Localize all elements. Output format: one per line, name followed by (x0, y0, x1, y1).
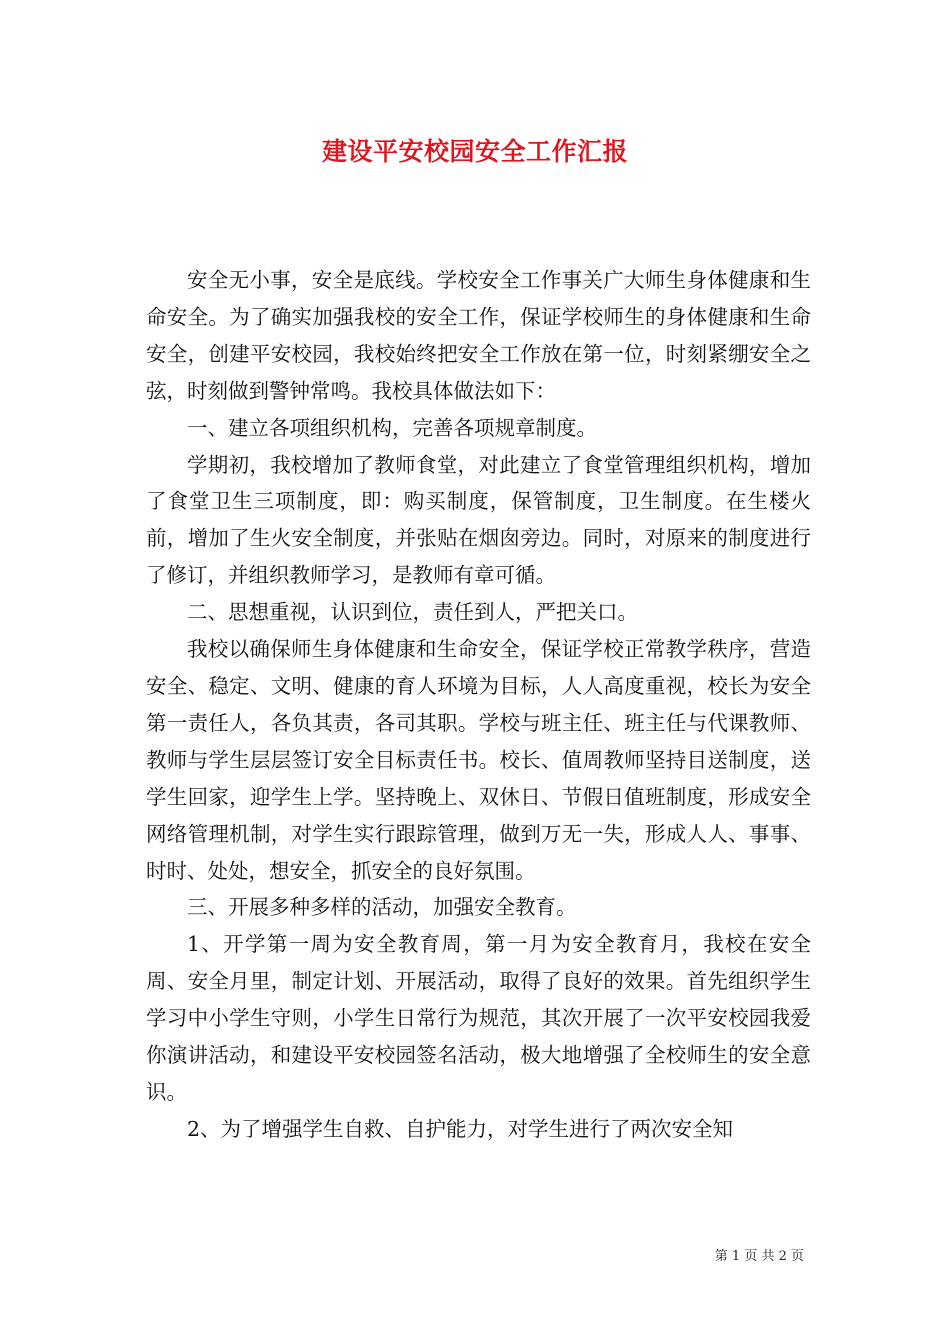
paragraph-item-1: 1、开学第一周为安全教育周，第一月为安全教育月，我校在安全周、安全月里，制定计划、开展活动，取得了良好的效果。首先组织学生学习中小学生守则，小学生日常行为规范，其次开展了一次平安校园我爱你演讲活动，和建设平安校园签名活动，极大地增强了全校师生的安全意识。 (146, 932, 811, 1104)
paragraph-section-2: 我校以确保师生身体健康和生命安全，保证学校正常教学秩序，营造安全、稳定、文明、健康的育人环境为目标，人人高度重视，校长为安全第一责任人，各负其责，各司其职。学校与班主任、班主任与代课教师、教师与学生层层签订安全目标责任书。校长、值周教师坚持目送制度，送学生回家，迎学生上学。坚持晚上、双休日、节假日值班制度，形成安全网络管理机制，对学生实行跟踪管理，做到万无一失，形成人人、事事、时时、处处，想安全，抓安全的良好氛围。 (146, 637, 811, 883)
paragraph-section-1: 学期初，我校增加了教师食堂，对此建立了食堂管理组织机构，增加了食堂卫生三项制度，即：购买制度，保管制度，卫生制度。在生楼火前，增加了生火安全制度，并张贴在烟囱旁边。同时，对原来的制度进行了修订，并组织教师学习，是教师有章可循。 (146, 452, 811, 588)
document-title: 建设平安校园安全工作汇报 (321, 137, 628, 166)
document-body (146, 262, 811, 1148)
page-number-footer: 第 1 页 共 2 页 (714, 1249, 804, 1264)
section-heading-1: 一、建立各项组织机构，完善各项规章制度。 (187, 415, 597, 440)
section-heading-2: 二、思想重视，认识到位，责任到人，严把关口。 (187, 600, 638, 625)
section-heading-3: 三、开展多种多样的活动，加强安全教育。 (187, 895, 577, 920)
paragraph-item-2: 2、为了增强学生自救、自护能力，对学生进行了两次安全知 (187, 1116, 734, 1141)
paragraph-intro: 安全无小事，安全是底线。学校安全工作事关广大师生身体健康和生命安全。为了确实加强我校的安全工作，保证学校师生的身体健康和生命安全，创建平安校园，我校始终把安全工作放在第一位，时刻紧绷安全之弦，时刻做到警钟常鸣。我校具体做法如下： (146, 268, 811, 403)
